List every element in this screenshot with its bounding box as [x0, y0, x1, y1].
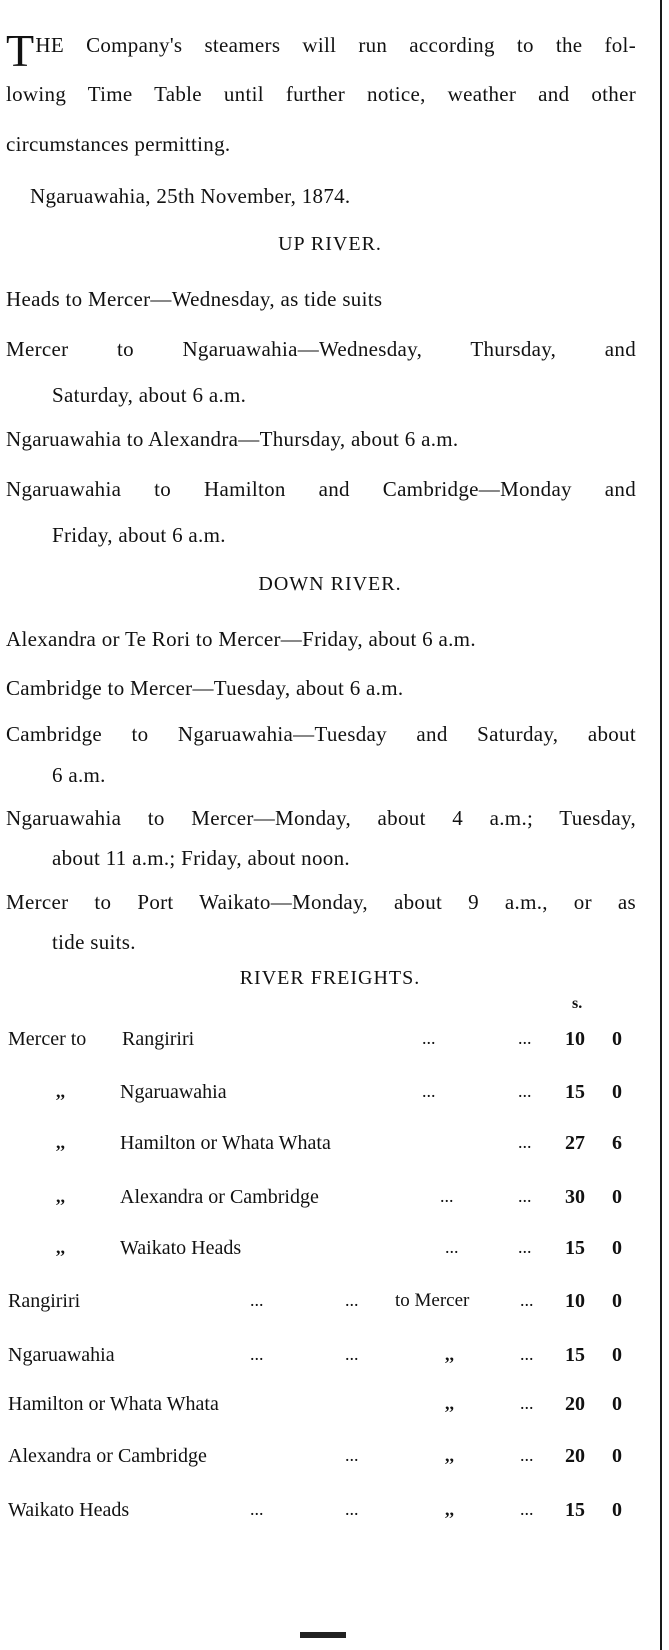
- to-mercer-label: to Mercer: [395, 1290, 470, 1311]
- freight-shillings: 10: [565, 1028, 585, 1050]
- leader-dots: ...: [250, 1290, 264, 1310]
- freight-shillings: 27: [565, 1132, 585, 1154]
- freight-shillings: 15: [565, 1237, 585, 1259]
- leader-dots: ...: [520, 1290, 534, 1310]
- freight-pence: 0: [612, 1290, 622, 1312]
- leader-dots: ...: [520, 1393, 534, 1413]
- up-river-line-5: Ngaruawahia to Hamilton and Cambridge—Monday and: [6, 477, 636, 501]
- freight-destination: Waikato Heads: [120, 1237, 242, 1259]
- freight-row: [0, 1186, 660, 1216]
- down-river-line-7: Mercer to Port Waikato—Monday, about 9 a.m., or as: [6, 890, 636, 914]
- freight-row: [0, 1081, 660, 1111]
- freight-pence: 0: [612, 1028, 622, 1050]
- leader-dots: ...: [445, 1237, 459, 1257]
- ditto-mark: ,,: [56, 1186, 65, 1206]
- freight-origin: Hamilton or Whata Whata: [8, 1393, 219, 1415]
- freight-row: [0, 1445, 660, 1475]
- freight-shillings: 15: [565, 1344, 585, 1366]
- freight-destination: Hamilton or Whata Whata: [120, 1132, 331, 1154]
- freight-destination: Ngaruawahia: [120, 1081, 227, 1103]
- leader-dots: ...: [345, 1290, 359, 1310]
- freight-pence: 6: [612, 1132, 622, 1154]
- up-river-line-4: Ngaruawahia to Alexandra—Thursday, about 6 a.m.: [6, 427, 459, 451]
- freight-pence: 0: [612, 1499, 622, 1521]
- freight-origin: Rangiriri: [8, 1290, 81, 1312]
- leader-dots: ...: [422, 1081, 436, 1101]
- leader-dots: ...: [520, 1344, 534, 1364]
- freight-pence: 0: [612, 1186, 622, 1208]
- freight-shillings: 20: [565, 1445, 585, 1467]
- ditto-mark: ,,: [56, 1237, 65, 1257]
- freight-shillings: 15: [565, 1081, 585, 1103]
- leader-dots: ...: [518, 1028, 532, 1048]
- freight-pence: 0: [612, 1344, 622, 1366]
- shillings-unit-label: s.: [572, 995, 583, 1012]
- freight-destination: Rangiriri: [122, 1028, 195, 1050]
- column-rule: [660, 0, 662, 1650]
- freight-shillings: 15: [565, 1499, 585, 1521]
- freight-shillings: 20: [565, 1393, 585, 1415]
- leader-dots: ...: [518, 1186, 532, 1206]
- up-river-heading: UP RIVER.: [278, 233, 382, 255]
- ditto-mark: ,,: [445, 1499, 454, 1519]
- freight-origin: Alexandra or Cambridge: [8, 1445, 207, 1467]
- freight-origin: Waikato Heads: [8, 1499, 130, 1521]
- ditto-mark: ,,: [56, 1132, 65, 1152]
- up-river-line-2: Mercer to Ngaruawahia—Wednesday, Thursday, and: [6, 337, 636, 361]
- up-river-line-1: Heads to Mercer—Wednesday, as tide suits: [6, 287, 383, 311]
- freight-shillings: 10: [565, 1290, 585, 1312]
- intro-line-1: THE Company's steamers will run according to the fol-: [6, 25, 636, 76]
- leader-dots: ...: [518, 1132, 532, 1152]
- leader-dots: ...: [345, 1344, 359, 1364]
- freight-row: [0, 1344, 660, 1374]
- ditto-mark: ,,: [445, 1445, 454, 1465]
- leader-dots: ...: [422, 1028, 436, 1048]
- down-river-line-2: Cambridge to Mercer—Tuesday, about 6 a.m.: [6, 676, 404, 700]
- freight-row: [0, 1499, 660, 1529]
- bottom-ornament: [300, 1632, 346, 1638]
- ditto-mark: ,,: [445, 1393, 454, 1413]
- down-river-line-6: about 11 a.m.; Friday, about noon.: [52, 846, 350, 870]
- freight-row: [0, 1028, 660, 1058]
- freight-pence: 0: [612, 1237, 622, 1259]
- intro-line-3: circumstances permitting.: [6, 132, 231, 156]
- leader-dots: ...: [520, 1445, 534, 1465]
- ditto-mark: ,,: [445, 1344, 454, 1364]
- leader-dots: ...: [520, 1499, 534, 1519]
- leader-dots: ...: [518, 1237, 532, 1257]
- leader-dots: ...: [440, 1186, 454, 1206]
- leader-dots: ...: [250, 1344, 264, 1364]
- freight-row: [0, 1132, 660, 1162]
- freight-pence: 0: [612, 1445, 622, 1467]
- freight-origin: Ngaruawahia: [8, 1344, 115, 1366]
- down-river-heading: DOWN RIVER.: [258, 573, 402, 595]
- drop-cap: T: [6, 25, 35, 76]
- river-freights-heading: RIVER FREIGHTS.: [239, 967, 421, 989]
- leader-dots: ...: [345, 1445, 359, 1465]
- freight-pence: 0: [612, 1081, 622, 1103]
- down-river-line-4: 6 a.m.: [52, 763, 106, 787]
- up-river-line-6: Friday, about 6 a.m.: [52, 523, 226, 547]
- freight-origin: Mercer to: [8, 1028, 87, 1050]
- leader-dots: ...: [250, 1499, 264, 1519]
- dateline: Ngaruawahia, 25th November, 1874.: [30, 184, 351, 208]
- freight-pence: 0: [612, 1393, 622, 1415]
- freight-row: [0, 1393, 660, 1423]
- up-river-line-3: Saturday, about 6 a.m.: [52, 383, 247, 407]
- down-river-line-5: Ngaruawahia to Mercer—Monday, about 4 a.m.; Tuesday,: [6, 806, 636, 830]
- intro-line-2: lowing Time Table until further notice, weather and other: [6, 82, 636, 106]
- freight-row: [0, 1237, 660, 1267]
- freight-shillings: 30: [565, 1186, 585, 1208]
- freight-destination: Alexandra or Cambridge: [120, 1186, 319, 1208]
- leader-dots: ...: [345, 1499, 359, 1519]
- freight-row: [0, 1290, 660, 1320]
- down-river-line-3: Cambridge to Ngaruawahia—Tuesday and Saturday, about: [6, 722, 636, 746]
- leader-dots: ...: [518, 1081, 532, 1101]
- down-river-line-8: tide suits.: [52, 930, 136, 954]
- down-river-line-1: Alexandra or Te Rori to Mercer—Friday, about 6 a.m.: [6, 627, 476, 651]
- ditto-mark: ,,: [56, 1081, 65, 1101]
